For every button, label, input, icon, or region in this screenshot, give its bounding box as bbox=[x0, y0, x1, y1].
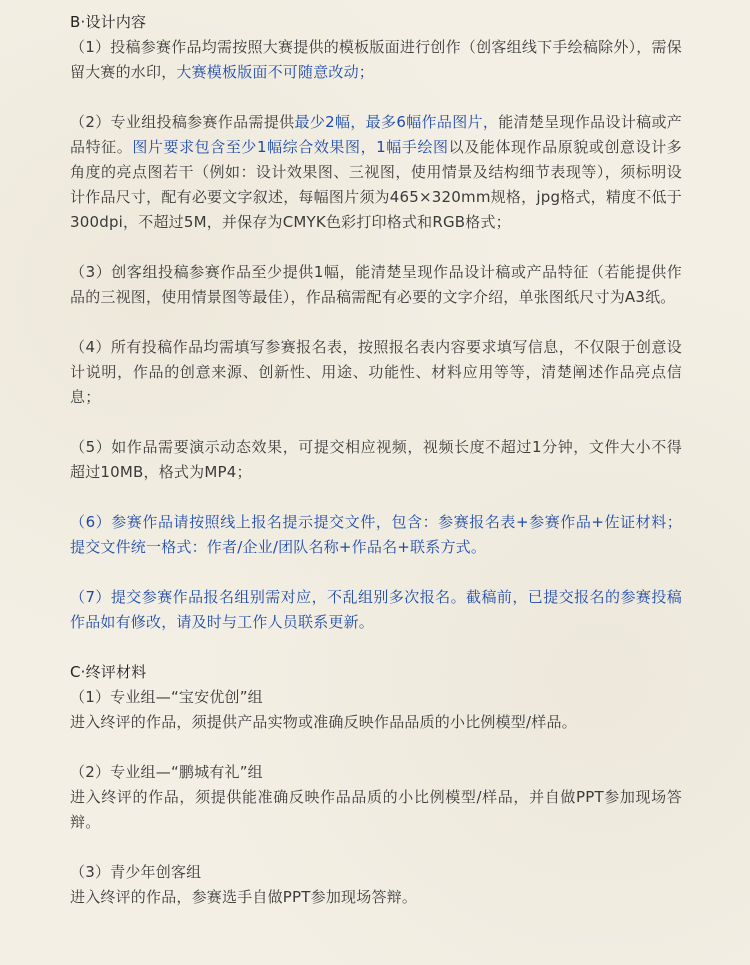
section-b-item-5: （5）如作品需要演示动态效果，可提交相应视频，视频长度不超过1分钟，文件大小不得超过10MB，格式为MP4； bbox=[70, 438, 682, 481]
document-content bbox=[70, 10, 682, 910]
section-c-item-3-body: 进入终评的作品，参赛选手自做PPT参加现场答辩。 bbox=[70, 888, 418, 906]
section-c-item-1-title: （1）专业组—“宝安优创”组 bbox=[70, 688, 263, 706]
section-c-item-2-body: 进入终评的作品，须提供能准确反映作品品质的小比例模型/样品，并自做PPT参加现场答辩。 bbox=[70, 788, 682, 831]
section-c-item-2-title: （2）专业组—“鹏城有礼”组 bbox=[70, 763, 263, 781]
section-b-item-1: （1）投稿参赛作品均需按照大赛提供的模板版面进行创作（创客组线下手绘稿除外），需保留大赛的水印，大赛模板版面不可随意改动； bbox=[70, 38, 682, 81]
section-b-item-7: （7）提交参赛作品报名组别需对应，不乱组别多次报名。截稿前，已提交报名的参赛投稿作品如有修改，请及时与工作人员联系更新。 bbox=[70, 588, 682, 631]
section-c-item-3-title: （3）青少年创客组 bbox=[70, 863, 202, 881]
section-b-item-3: （3）创客组投稿参赛作品至少提供1幅，能清楚呈现作品设计稿或产品特征（若能提供作品的三视图，使用情景图等最佳），作品稿需配有必要的文字介绍，单张图纸尺寸为A3纸。 bbox=[70, 263, 682, 306]
section-c-heading: C·终评材料 bbox=[70, 663, 147, 681]
section-b-item-2: （2）专业组投稿参赛作品需提供最少2幅，最多6幅作品图片，能清楚呈现作品设计稿或产品特征。图片要求包含至少1幅综合效果图，1幅手绘图以及能体现作品原貌或创意设计多角度的亮点图若干（例如：设计效果图、三视图，使用情景及结构细节表现等），须标明设计作品尺寸，配有必要文字叙述，每幅图片须为465×320mm规格，jpg格式，精度不低于300dpi，不超过5M，并保存为CMYK色彩打印格式和RGB格式； bbox=[70, 113, 683, 231]
section-b-heading: B·设计内容 bbox=[70, 13, 147, 31]
section-b-item-6: （6）参赛作品请按照线上报名提示提交文件，包含：参赛报名表+参赛作品+佐证材料；提交文件统一格式：作者/企业/团队名称+作品名+联系方式。 bbox=[70, 513, 682, 556]
section-c-item-1-body: 进入终评的作品，须提供产品实物或准确反映作品品质的小比例模型/样品。 bbox=[70, 713, 577, 731]
section-b-item-4: （4）所有投稿作品均需填写参赛报名表，按照报名表内容要求填写信息，不仅限于创意设计说明，作品的创意来源、创新性、用途、功能性、材料应用等等，清楚阐述作品亮点信息； bbox=[70, 338, 682, 406]
